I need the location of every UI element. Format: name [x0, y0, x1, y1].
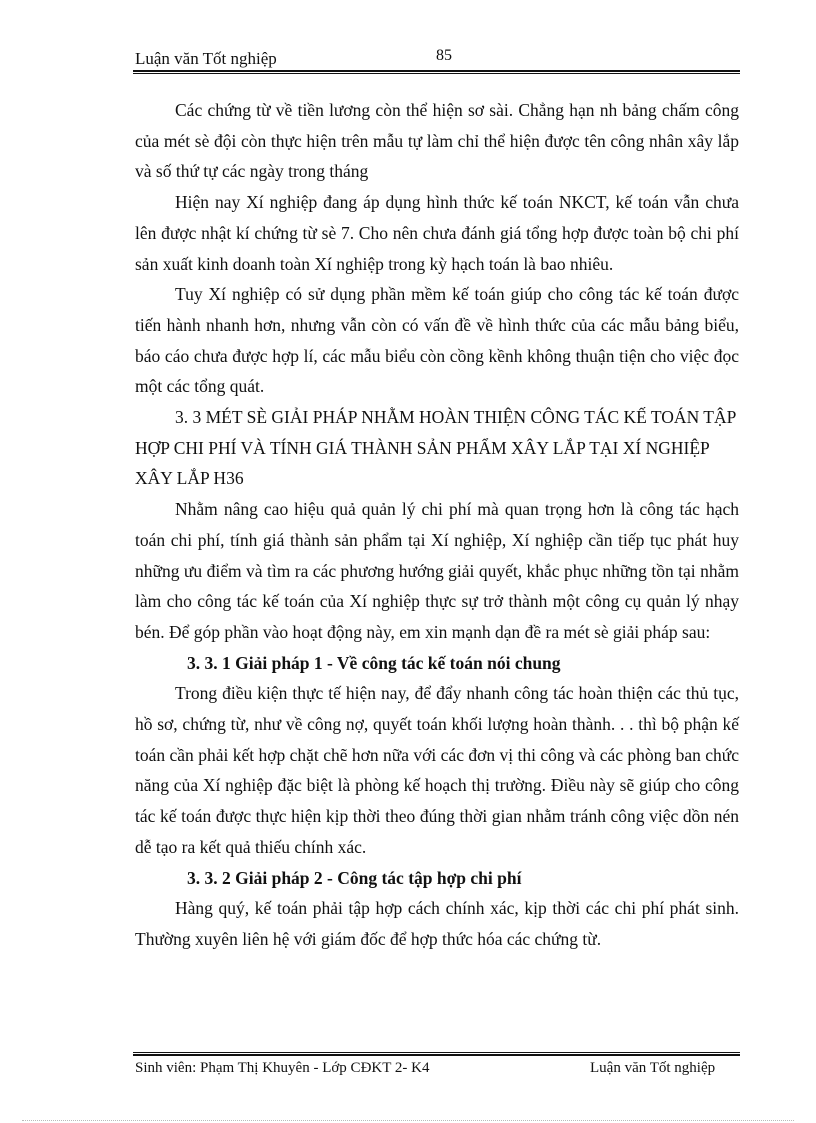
footer-student-info: Sinh viên: Phạm Thị Khuyên - Lớp CĐKT 2- K4 [135, 1060, 430, 1076]
section-heading: 3. 3 MÉT SÈ GIẢI PHÁP NHẰM HOÀN THIỆN CÔNG TÁC KẾ TOÁN TẬP HỢP CHI PHÍ VÀ TÍNH GIÁ THÀNH SẢN PHẨM XÂY LẮP TẠI XÍ NGHIỆP XÂY LẮP H36 [135, 407, 736, 489]
paragraph-intro: Nhằm nâng cao hiệu quả quản lý chi phí mà quan trọng hơn là công tác hạch toán chi phí, tính giá thành sản phẩm tại Xí nghiệp, Xí nghiệp cần tiếp tục phát huy những ưu điểm và tìm ra các phương hướng giải quyết, khắc phục những tồn tại nhằm làm cho công tác kế toán của Xí nghiệp thực sự trở thành một công cụ quản lý nhạy bén. Để góp phần vào hoạt động này, em xin mạnh dạn đề ra mét sè giải pháp sau: [135, 499, 739, 642]
footer-title: Luận văn Tốt nghiệp [590, 1060, 716, 1076]
solution-1-heading: 3. 3. 1 Giải pháp 1 - Về công tác kế toán nói chung [187, 652, 561, 673]
document-body [135, 95, 739, 955]
header-title: Luận văn Tốt nghiệp [135, 49, 277, 68]
paragraph-software: Tuy Xí nghiệp có sử dụng phần mềm kế toán giúp cho công tác kế toán được tiến hành nhanh hơn, nhưng vẫn còn có vấn đề về hình thức của các mẫu bảng biểu, báo cáo chưa được hợp lí, các mẫu biểu còn cồng kềnh không thuận tiện cho việc đọc một các tổng quát. [135, 284, 739, 397]
footer-rule [133, 1052, 740, 1056]
solution-1-text: Trong điều kiện thực tế hiện nay, để đẩy nhanh công tác hoàn thiện các thủ tục, hồ sơ, chứng từ, như về công nợ, quyết toán khối lượng hoàn thành. . . thì bộ phận kế toán cần phải kết hợp chặt chẽ hơn nữa với các đơn vị thi công và các phòng ban chức năng của Xí nghiệp đặc biệt là phòng kế hoạch thị trường. Điều này sẽ giúp cho công tác kế toán được thực hiện kịp thời theo đúng thời gian nhằm tránh công việc dồn nén dễ tạo ra kết quả thiếu chính xác. [135, 683, 739, 857]
header-rule [133, 70, 740, 74]
paragraph-accounting-form: Hiện nay Xí nghiệp đang áp dụng hình thức kế toán NKCT, kế toán vẫn chưa lên được nhật kí chứng từ sè 7. Cho nên chưa đánh giá tổng hợp được toàn bộ chi phí sản xuất kinh doanh toàn Xí nghiệp trong kỳ hạch toán là bao nhiêu. [135, 192, 739, 274]
page-number: 85 [436, 47, 452, 64]
solution-2-text: Hàng quý, kế toán phải tập hợp cách chính xác, kịp thời các chi phí phát sinh. Thường xuyên liên hệ với giám đốc để hợp thức hóa các chứng từ. [135, 898, 739, 949]
paragraph-payroll-documents: Các chứng từ về tiền lương còn thể hiện sơ sài. Chẳng hạn nh bảng chấm công của mét sè đội còn thực hiện trên mẫu tự làm chỉ thể hiện được tên công nhân xây lắp và số thứ tự các ngày trong tháng [135, 100, 739, 182]
page-edge [22, 1120, 794, 1121]
solution-2-heading: 3. 3. 2 Giải pháp 2 - Công tác tập hợp chi phí [187, 867, 522, 888]
